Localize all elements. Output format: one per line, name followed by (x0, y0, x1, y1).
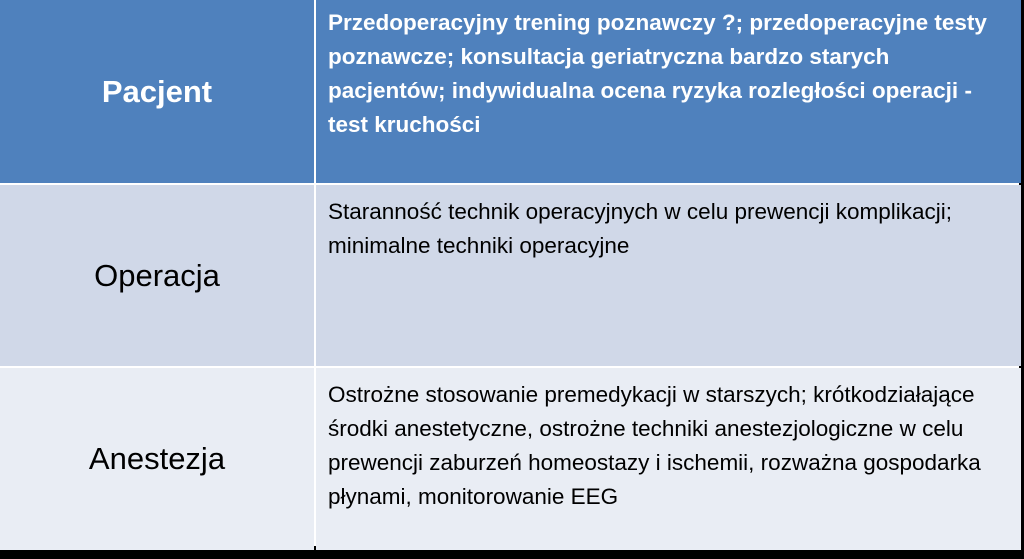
row-label-operacja: Operacja (0, 185, 314, 366)
row-text-anestezja: Ostrożne stosowanie premedykacji w starszych; krótkodziałające środki anestetyczne, ostrożne techniki anestezjologiczne w celu prewencji zaburzeń homeostazy i ischemii, rozważna gospodarka płynami, monitorowanie EEG (316, 368, 1021, 550)
row-label-anestezja: Anestezja (0, 368, 314, 550)
row-text-operacja: Staranność technik operacyjnych w celu prewencji komplikacji; minimalne techniki operacyjne (316, 185, 1021, 366)
row-text-pacjent: Przedoperacyjny trening poznawczy ?; przedoperacyjne testy poznawcze; konsultacja geriatryczna bardzo starych pacjentów; indywidualna ocena ryzyka rozległości operacji - test kruchości (316, 0, 1021, 183)
row-label-pacjent: Pacjent (0, 0, 314, 183)
